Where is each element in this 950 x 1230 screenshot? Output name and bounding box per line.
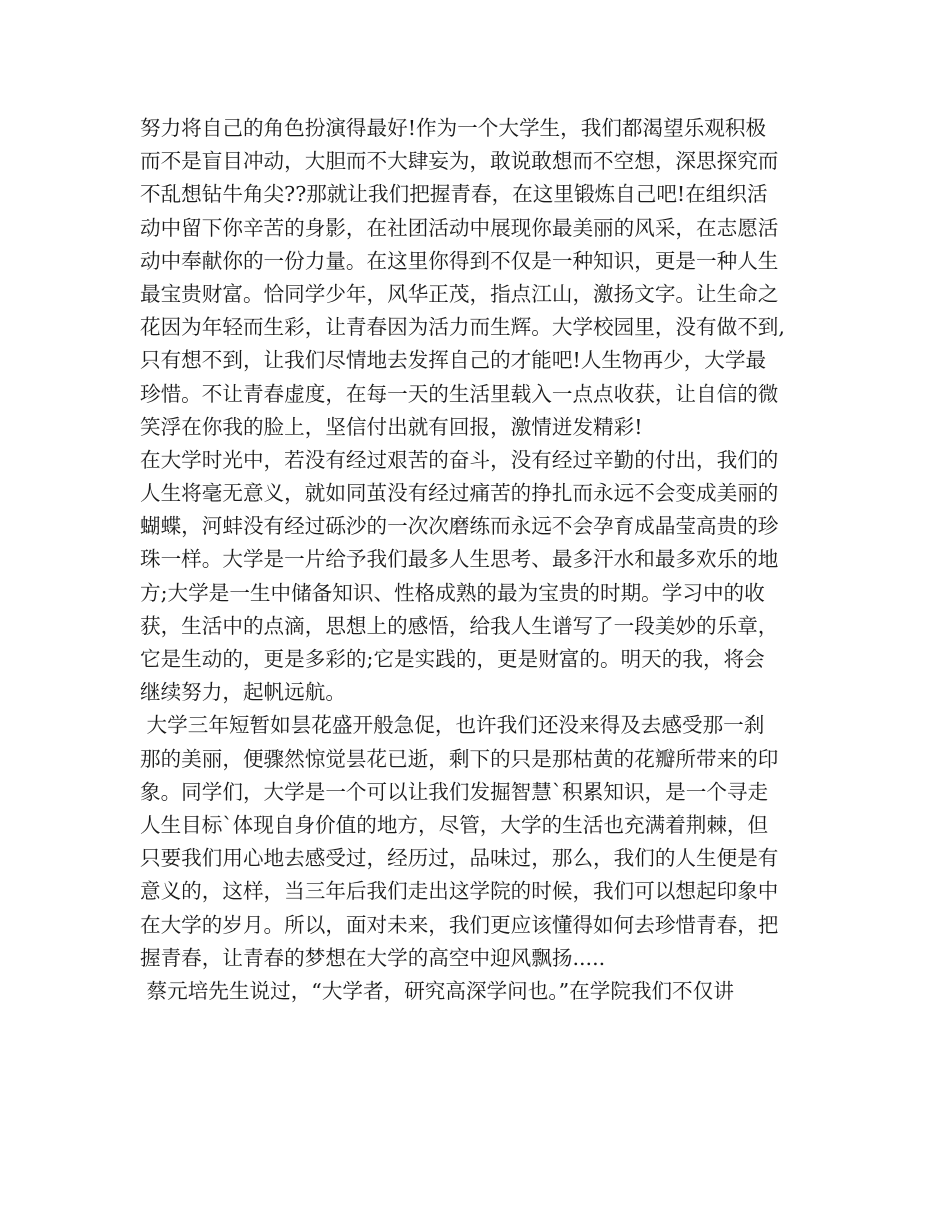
text-line: 那的美丽，便骤然惊觉昙花已逝，剩下的只是那枯黄的花瓣所带来的印 xyxy=(140,746,779,771)
text-line: 而不是盲目冲动，大胆而不大肆妄为，敢说敢想而不空想，深思探究而 xyxy=(140,149,779,174)
text-line: 笑浮在你我的脸上，坚信付出就有回报，激情迸发精彩! xyxy=(140,414,643,439)
text-line: 它是生动的，更是多彩的;它是实践的，更是财富的。明天的我，将会 xyxy=(140,647,765,671)
text-line: 只要我们用心地去感受过，经历过，品味过，那么，我们的人生便是有 xyxy=(140,846,779,871)
text-line: 在大学时光中，若没有经过艰苦的奋斗，没有经过辛勤的付出，我们的 xyxy=(140,447,779,472)
text-line: 人生将毫无意义，就如同茧没有经过痛苦的挣扎而永远不会变成美丽的 xyxy=(140,481,779,506)
body-text xyxy=(140,112,830,1008)
text-line: 蔡元培先生说过，“大学者，研究高深学问也。”在学院我们不仅讲 xyxy=(140,978,734,1003)
text-line: 握青春，让青春的梦想在大学的高空中迎风飘扬..... xyxy=(140,945,606,970)
text-line: 不乱想钻牛角尖??那就让我们把握青春，在这里锻炼自己吧!在组织活 xyxy=(140,182,768,207)
text-line: 珍惜。不让青春虚度，在每一天的生活里载入一点点收获，让自信的微 xyxy=(140,381,779,406)
text-line: 努力将自己的角色扮演得最好!作为一个大学生，我们都渴望乐观积极 xyxy=(140,116,767,140)
text-line: 珠一样。大学是一片给予我们最多人生思考、最多汗水和最多欢乐的地 xyxy=(140,547,779,572)
text-line: 象。同学们，大学是一个可以让我们发掘智慧`积累知识，是一个寻走 xyxy=(140,779,769,804)
text-line: 只有想不到，让我们尽情地去发挥自己的才能吧!人生物再少，大学最 xyxy=(140,348,767,373)
text-line: 花因为年轻而生彩，让青春因为活力而生辉。大学校园里，没有做不到, xyxy=(140,315,785,340)
text-line: 方;大学是一生中储备知识、性格成熟的最为宝贵的时期。学习中的收 xyxy=(140,580,765,605)
text-line: 获，生活中的点滴，思想上的感悟，给我人生谱写了一段美妙的乐章， xyxy=(140,613,779,638)
text-line: 人生目标`体现自身价值的地方，尽管，大学的生活也充满着荆棘，但 xyxy=(140,812,769,837)
text-line: 蝴蝶，河蚌没有经过砾沙的一次次磨练而永远不会孕育成晶莹高贵的珍 xyxy=(140,514,779,539)
text-line: 在大学的岁月。所以，面对未来，我们更应该懂得如何去珍惜青春，把 xyxy=(140,912,779,937)
text-line: 继续努力，起帆远航。 xyxy=(140,680,346,705)
text-line: 动中奉献你的一份力量。在这里你得到不仅是一种知识，更是一种人生 xyxy=(140,248,779,273)
text-line: 大学三年短暂如昙花盛开般急促，也许我们还没来得及去感受那一刹 xyxy=(140,713,765,738)
text-line: 动中留下你辛苦的身影，在社团活动中展现你最美丽的风采，在志愿活 xyxy=(140,215,779,240)
text-line: 最宝贵财富。恰同学少年，风华正茂，指点江山，激扬文字。让生命之 xyxy=(140,281,779,306)
text-line: 意义的，这样，当三年后我们走出这学院的时候，我们可以想起印象中 xyxy=(140,879,779,904)
